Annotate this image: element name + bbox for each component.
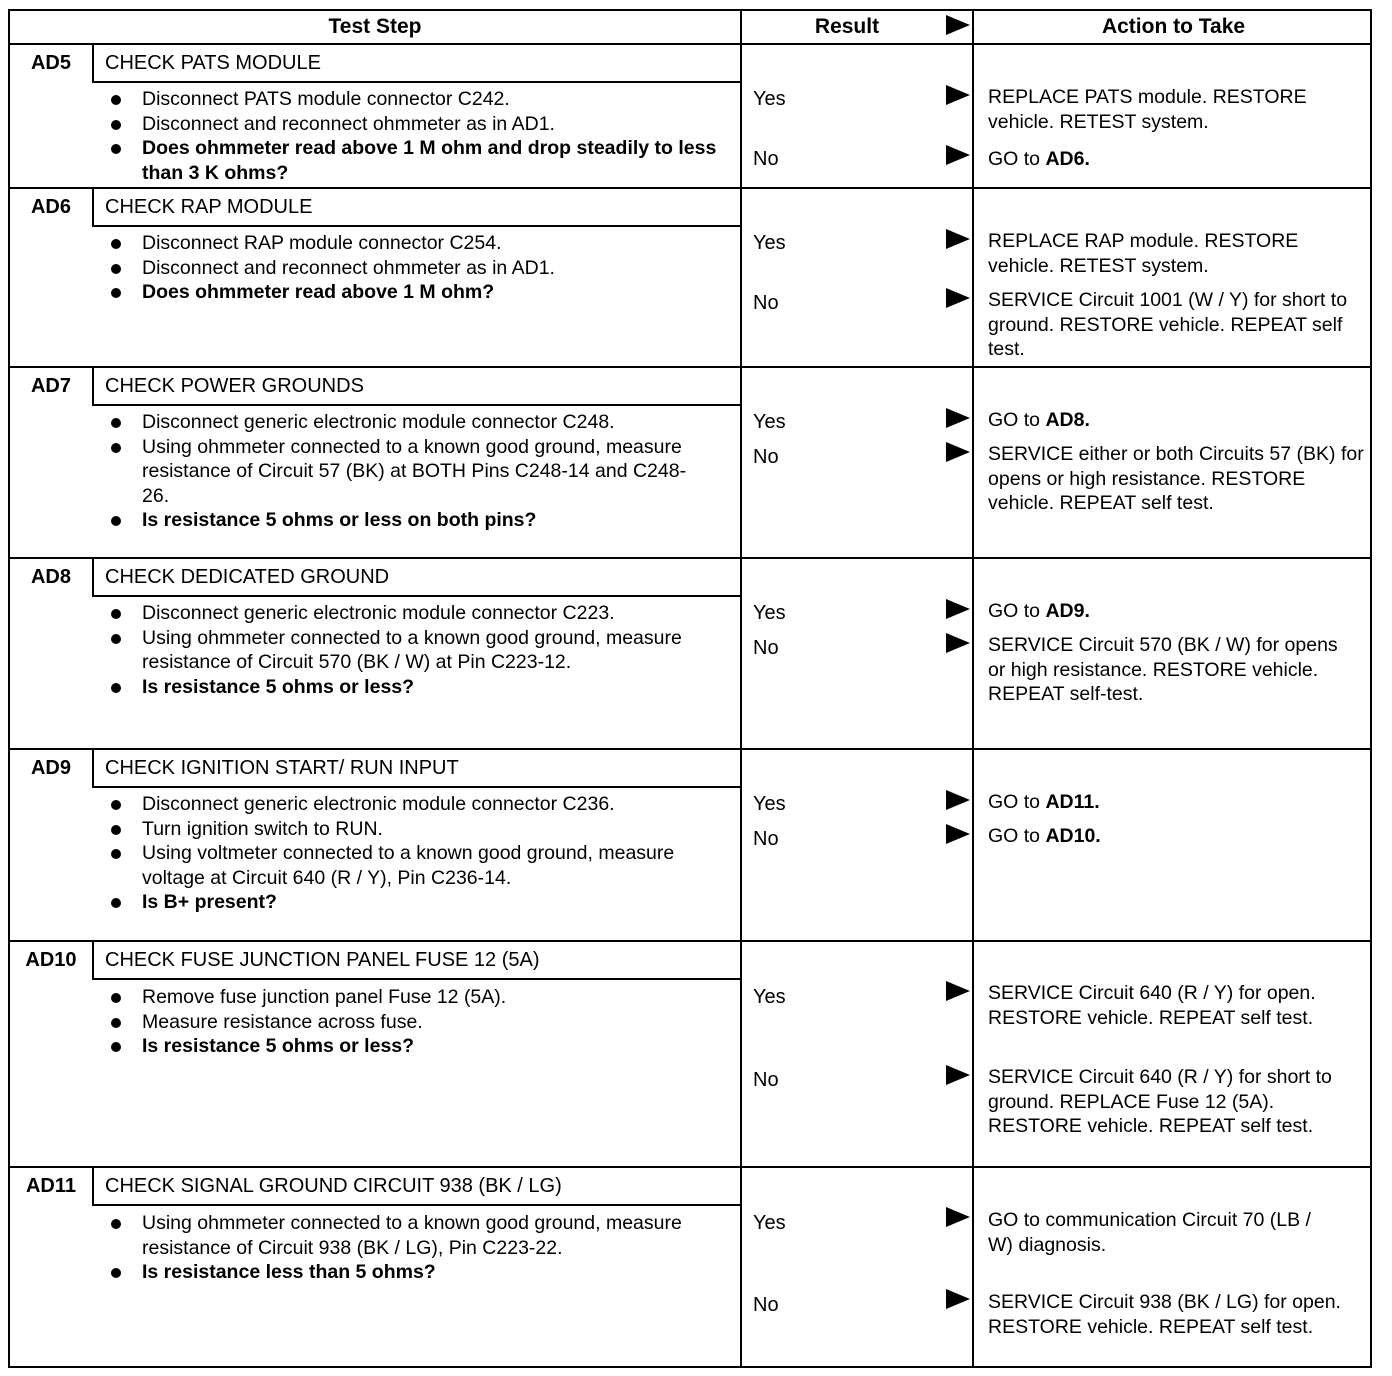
step-id: AD10 (25, 948, 77, 971)
action-text: SERVICE Circuit 570 (BK / W) for opens or high resistance. RESTORE vehicle. REPEAT self-test. (988, 634, 1338, 705)
result-arrow-icon (946, 442, 970, 462)
result-yes: Yes (753, 1212, 786, 1234)
result-arrow-icon (946, 790, 970, 810)
instruction-question: Is resistance 5 ohms or less on both pins? (104, 508, 704, 533)
instruction-question: Is resistance less than 5 ohms? (104, 1260, 724, 1285)
result-arrow-icon (946, 1289, 970, 1309)
divider-action (972, 11, 974, 1366)
step-instructions (104, 985, 724, 1059)
result-arrow-icon (946, 229, 970, 249)
action-text: GO to communication Circuit 70 (LB / W) diagnosis. (988, 1209, 1311, 1256)
action-text: GO to AD9. (988, 600, 1090, 622)
instruction: Disconnect generic electronic module connector C223. (104, 601, 704, 626)
divider-result (740, 11, 742, 1366)
step-id: AD7 (30, 374, 71, 397)
result-arrow-icon (946, 599, 970, 619)
result-yes: Yes (753, 602, 786, 624)
instruction: Using voltmeter connected to a known good ground, measure voltage at Circuit 640 (R / Y), Pin C236-14. (104, 841, 724, 890)
result-yes: Yes (753, 232, 786, 254)
instruction-question: Is B+ present? (104, 890, 724, 915)
result-no: No (753, 1294, 779, 1316)
action-text: SERVICE Circuit 640 (R / Y) for open. RESTORE vehicle. REPEAT self test. (988, 982, 1316, 1029)
result-no: No (753, 148, 779, 170)
result-yes: Yes (753, 88, 786, 110)
action-text: SERVICE either or both Circuits 57 (BK) for opens or high resistance. RESTORE vehicle. REPEAT self test. (988, 443, 1364, 514)
step-title: CHECK SIGNAL GROUND CIRCUIT 938 (BK / LG) (105, 1174, 562, 1197)
diagnostic-table (8, 9, 1372, 1368)
step-title: CHECK POWER GROUNDS (105, 374, 364, 397)
step-id: AD9 (30, 756, 71, 779)
instruction: Using ohmmeter connected to a known good ground, measure resistance of Circuit 57 (BK) at BOTH Pins C248-14 and C248-26. (104, 435, 704, 509)
step-title: CHECK PATS MODULE (105, 51, 321, 74)
result-no: No (753, 292, 779, 314)
step-instructions (104, 231, 724, 305)
header-arrow-icon (946, 15, 970, 35)
header-action: Action to Take (1101, 15, 1246, 38)
result-arrow-icon (946, 633, 970, 653)
result-yes: Yes (753, 793, 786, 815)
result-arrow-icon (946, 85, 970, 105)
instruction: Turn ignition switch to RUN. (104, 817, 724, 842)
action-text: GO to AD6. (988, 148, 1090, 170)
header-result: Result (814, 15, 880, 38)
instruction: Disconnect RAP module connector C254. (104, 231, 724, 256)
action-text: GO to AD8. (988, 409, 1090, 431)
result-no: No (753, 828, 779, 850)
instruction-question: Does ohmmeter read above 1 M ohm? (104, 280, 724, 305)
instruction-question: Is resistance 5 ohms or less? (104, 675, 704, 700)
result-arrow-icon (946, 981, 970, 1001)
result-no: No (753, 446, 779, 468)
instruction: Disconnect generic electronic module connector C248. (104, 410, 704, 435)
step-id: AD5 (30, 51, 71, 74)
action-text: SERVICE Circuit 938 (BK / LG) for open. RESTORE vehicle. REPEAT self test. (988, 1291, 1341, 1338)
instruction-question: Is resistance 5 ohms or less? (104, 1034, 724, 1059)
action-text: GO to AD10. (988, 825, 1101, 847)
action-text: REPLACE PATS module. RESTORE vehicle. RETEST system. (988, 86, 1307, 133)
instruction: Disconnect PATS module connector C242. (104, 87, 724, 112)
step-instructions (104, 87, 724, 185)
action-text: SERVICE Circuit 640 (R / Y) for short to ground. REPLACE Fuse 12 (5A). RESTORE vehicle. REPEAT self test. (988, 1066, 1332, 1137)
result-yes: Yes (753, 411, 786, 433)
result-arrow-icon (946, 1065, 970, 1085)
instruction: Remove fuse junction panel Fuse 12 (5A). (104, 985, 724, 1010)
step-instructions (104, 410, 704, 533)
action-text: REPLACE RAP module. RESTORE vehicle. RETEST system. (988, 230, 1299, 277)
step-instructions (104, 792, 724, 915)
result-arrow-icon (946, 824, 970, 844)
result-no: No (753, 637, 779, 659)
instruction: Disconnect and reconnect ohmmeter as in AD1. (104, 112, 724, 137)
instruction: Using ohmmeter connected to a known good ground, measure resistance of Circuit 938 (BK / LG), Pin C223-22. (104, 1211, 724, 1260)
result-no: No (753, 1069, 779, 1091)
result-arrow-icon (946, 408, 970, 428)
step-id: AD11 (25, 1174, 77, 1197)
step-instructions (104, 601, 704, 699)
instruction-question: Does ohmmeter read above 1 M ohm and drop steadily to less than 3 K ohms? (104, 136, 724, 185)
step-title: CHECK RAP MODULE (105, 195, 313, 218)
header-test-step: Test Step (328, 15, 422, 38)
step-title: CHECK FUSE JUNCTION PANEL FUSE 12 (5A) (105, 948, 540, 971)
step-instructions (104, 1211, 724, 1285)
instruction: Disconnect and reconnect ohmmeter as in AD1. (104, 256, 724, 281)
result-yes: Yes (753, 986, 786, 1008)
action-text: GO to AD11. (988, 791, 1100, 813)
instruction: Disconnect generic electronic module connector C236. (104, 792, 724, 817)
step-title: CHECK DEDICATED GROUND (105, 565, 390, 588)
action-text: SERVICE Circuit 1001 (W / Y) for short to ground. RESTORE vehicle. REPEAT self test. (988, 289, 1348, 360)
step-id: AD8 (30, 565, 71, 588)
result-arrow-icon (946, 1207, 970, 1227)
result-arrow-icon (946, 145, 970, 165)
instruction: Using ohmmeter connected to a known good ground, measure resistance of Circuit 570 (BK / W) at Pin C223-12. (104, 626, 704, 675)
result-arrow-icon (946, 288, 970, 308)
instruction: Measure resistance across fuse. (104, 1010, 724, 1035)
step-title: CHECK IGNITION START/ RUN INPUT (105, 756, 459, 779)
step-id: AD6 (30, 195, 71, 218)
